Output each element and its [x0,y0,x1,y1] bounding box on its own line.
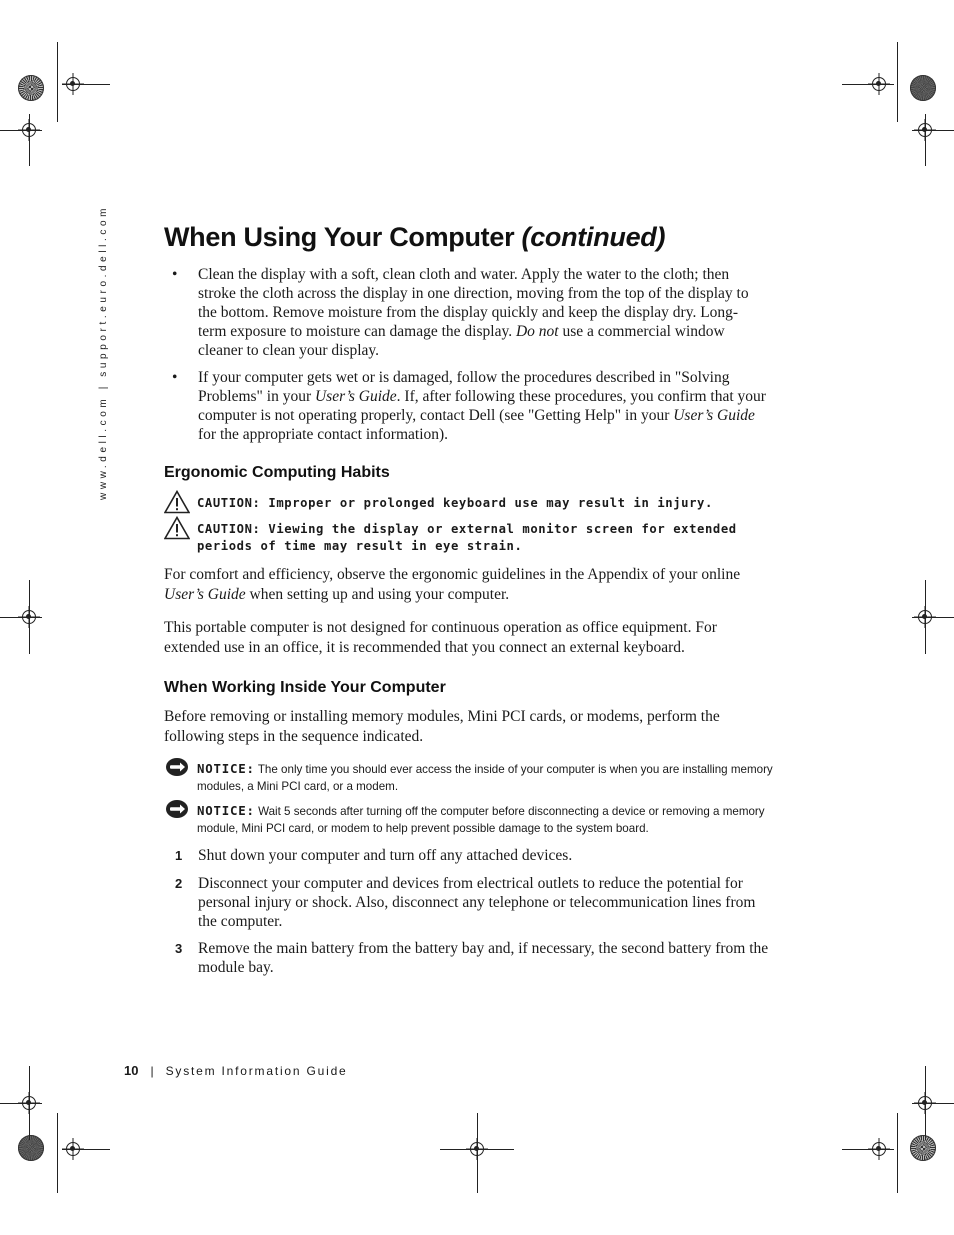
bullet-line: computer is not operating properly, contact Dell (see "Getting Help" in your User’s Guide [198,407,755,424]
page-title-continued: (continued) [521,222,666,252]
emphasis-text: User’s Guide [164,586,246,603]
bullet-line: cleaner to clean your display. [198,342,380,359]
caution-eye-strain: CAUTION: Viewing the display or external monitor screen for extended periods of time may result in eye strain. [197,522,737,553]
emphasis-text: Do not [515,323,559,340]
registration-target-icon [66,1142,80,1156]
caution-triangle-icon [164,490,190,514]
page-title [164,222,665,253]
paragraph-ergonomic-guidelines: For comfort and efficiency, observe the ergonomic guidelines in the Appendix of your online User’s Guide when setting up and using your computer. [164,566,741,603]
registration-wheel-icon [910,75,936,101]
registration-target-icon [66,77,80,91]
bullet-item-wet-damaged [198,368,774,444]
bullet-line: Clean the display with a soft, clean cloth and water. Apply the water to the cloth; then [198,266,730,283]
step-text: Disconnect your computer and devices from electrical outlets to reduce the potential for personal injury or shock. Also, disconnect any telephone or telecommunication lines from the computer. [198,875,756,930]
notice-wait-seconds [197,802,777,837]
notice-text: The only time you should ever access the inside of your computer is when you are installing memory modules, a Mini PCI card, or a modem. [197,763,773,793]
paragraph-inside-intro: Before removing or installing memory modules, Mini PCI cards, or modems, perform the following steps in the sequence indicated. [164,708,720,745]
registration-target-icon [918,610,932,624]
bullet-line: stroke the cloth across the display in one direction, moving from the top of the display to [198,285,749,302]
registration-target-icon [872,77,886,91]
page-title-main: When Using Your Computer [164,222,515,252]
section-heading-ergonomic: Ergonomic Computing Habits [164,464,390,481]
registration-target-icon [22,1096,36,1110]
bullet-marker: • [172,369,178,386]
sidebar-url: www.dell.com | support.euro.dell.com [98,204,109,500]
bullet-line: Problems" in your User’s Guide. If, after following these procedures, you confirm that your [198,388,766,405]
notice-label: NOTICE: [197,761,255,776]
step-text: Shut down your computer and turn off any attached devices. [198,847,573,864]
notice-hand-icon [165,757,189,777]
registration-target-icon [22,123,36,137]
bullet-line: term exposure to moisture can damage the display. Do not use a commercial window [198,323,725,340]
bullet-item-cleaning [198,265,774,360]
registration-wheel-icon [18,75,44,101]
registration-target-icon [470,1142,484,1156]
bullet-line: If your computer gets wet or is damaged, follow the procedures described in "Solving [198,369,730,386]
registration-target-icon [918,123,932,137]
notice-hand-icon [165,799,189,819]
step-text: Remove the main battery from the battery bay and, if necessary, the second battery from the module bay. [198,940,769,976]
caution-keyboard: CAUTION: Improper or prolonged keyboard use may result in injury. [197,496,713,510]
notice-label: NOTICE: [197,803,255,818]
registration-wheel-icon [18,1135,44,1161]
bullet-line: for the appropriate contact information). [198,426,449,443]
page-number: 10 [124,1063,139,1078]
registration-target-icon [872,1142,886,1156]
registration-target-icon [918,1096,932,1110]
step-number: 3 [175,941,183,956]
footer-separator: | [150,1064,154,1078]
paragraph-portable-usage: This portable computer is not designed for continuous operation as office equipment. For extended use in an office, it is recommended that you connect an external keyboard. [164,619,717,656]
notice-inside-access [197,760,777,795]
bullet-marker: • [172,266,178,283]
notice-text: Wait 5 seconds after turning off the computer before disconnecting a device or removing a memory module, Mini PCI card, or modem to help prevent possible damage to the system board. [197,805,765,835]
bullet-line: the bottom. Remove moisture from the display quickly and keep the display dry. Long- [198,304,739,321]
emphasis-text: User’s Guide [673,407,755,424]
section-heading-inside: When Working Inside Your Computer [164,679,446,696]
step-number: 2 [175,876,183,891]
registration-wheel-icon [910,1135,936,1161]
footer-guide-title: System Information Guide [165,1064,348,1078]
caution-triangle-icon [164,516,190,540]
registration-target-icon [22,610,36,624]
emphasis-text: User’s Guide [314,388,397,405]
step-number: 1 [175,848,183,863]
page-footer [124,1063,348,1078]
